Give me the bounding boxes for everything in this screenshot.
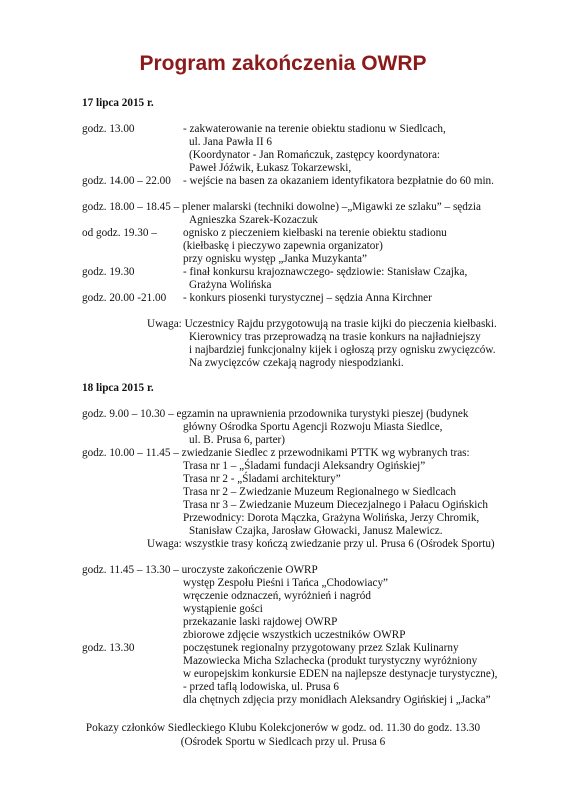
schedule-text: wystąpienie gości [183,603,263,615]
schedule-text: ul. Jana Pawła II 6 [189,136,272,148]
schedule-text: - przed taflą lodowiska, ul. Prusa 6 [183,681,339,693]
schedule-time: godz. 14.00 – 22.00 [82,175,171,187]
schedule-text: Agnieszka Szarek-Kozaczuk [189,214,318,226]
schedule-text: przekazanie laski rajdowej OWRP [183,616,338,628]
schedule-text: (Koordynator - Jan Romańczuk, zastępcy koordynatora: [189,149,441,161]
schedule-text: wręczenie odznaczeń, wyróżnień i nagród [183,590,371,602]
schedule-line: godz. 10.00 – 11.45 – zwiedzanie Siedlec z przewodnikami PTTK wg wybranych tras: [82,447,470,459]
schedule-text: - zakwaterowanie na terenie obiektu stadionu w Siedlcach, [183,123,446,135]
schedule-line: godz. 18.00 – 18.45 – plener malarski (techniki dowolne) –„Migawki ze szlaku” – sędzia [82,201,481,213]
schedule-text: przy ognisku występ „Janka Muzykanta” [183,253,367,265]
schedule-text: zbiorowe zdjęcie wszystkich uczestników OWRP [183,629,406,641]
schedule-text: ul. B. Prusa 6, parter) [189,434,286,446]
schedule-text: główny Ośrodka Sportu Agencji Rozwoju Miasta Siedlce, [183,421,443,433]
schedule-time: godz. 19.30 [82,266,135,278]
schedule-text: dla chętnych zdjęcia przy monidłach Aleksandry Ogińskiej i „Jacka” [183,694,491,706]
schedule-time: godz. 13.00 [82,123,135,135]
schedule-text: (kiełbaskę i pieczywo zapewnia organizator) [183,240,383,252]
schedule-text: w europejskim konkursie EDEN na najlepsze destynacje turystyczne), [183,668,498,680]
schedule-text: Mazowiecka Micha Szlachecka (produkt turystyczny wyróżniony [183,655,478,667]
schedule-time: od godz. 19.30 – [82,227,157,239]
guides-text: Stanisław Czajka, Jarosław Głowacki, Janusz Malewicz. [189,525,443,537]
footer-note: (Ośrodek Sportu w Siedlcach przy ul. Prusa 6 [180,736,386,748]
route-item: Trasa nr 1 – „Śladami fundacji Aleksandry Ogińskiej” [183,460,426,472]
page-title: Program zakończenia OWRP [139,52,427,75]
note-text: Uwaga: Uczestnicy Rajdu przygotowują na trasie kijki do pieczenia kiełbaski. [147,318,497,330]
date-heading-day2: 18 lipca 2015 r. [82,382,154,394]
schedule-text: występ Zespołu Pieśni i Tańca „Chodowiacy” [183,577,389,589]
schedule-text: - finał konkursu krajoznawczego- sędziowie: Stanisław Czajka, [183,266,468,278]
note-text: Na zwycięzców czekają nagrody niespodzianki. [189,357,404,369]
footer-note: Pokazy członków Siedleckiego Klubu Kolekcjonerów w godz. od. 11.30 do godz. 13.30 [85,722,481,734]
route-item: Trasa nr 2 – Zwiedzanie Muzeum Regionalnego w Siedlcach [183,486,456,498]
schedule-text: ognisko z pieczeniem kiełbaski na terenie obiektu stadionu [183,227,447,239]
schedule-line: godz. 11.45 – 13.30 – uroczyste zakończenie OWRP [82,564,318,576]
date-heading-day1: 17 lipca 2015 r. [82,97,154,109]
schedule-text: Paweł Jóźwik, Łukasz Tokarzewski, [189,162,352,174]
guides-text: Przewodnicy: Dorota Mączka, Grażyna Wolińska, Jerzy Chromik, [183,512,480,524]
schedule-text: Grażyna Wolińska [189,279,272,291]
schedule-text: poczęstunek regionalny przygotowany przez Szlak Kulinarny [183,642,459,654]
schedule-line: godz. 9.00 – 10.30 – egzamin na uprawnienia przodownika turystyki pieszej (budynek [82,408,469,420]
schedule-text: - wejście na basen za okazaniem identyfikatora bezpłatnie do 60 min. [183,175,494,187]
route-item: Trasa nr 2 - „Śladami architektury” [183,473,341,485]
note-text: Uwaga: wszystkie trasy kończą zwiedzanie przy ul. Prusa 6 (Ośrodek Sportu) [147,538,495,550]
schedule-time: godz. 20.00 -21.00 [82,292,167,304]
route-item: Trasa nr 3 – Zwiedzanie Muzeum Diecezjalnego i Pałacu Ogińskich [183,499,488,511]
schedule-time: godz. 13.30 [82,642,135,654]
note-text: i najbardziej funkcjonalny kijek i ogłoszą przy ognisku zwycięzców. [189,344,496,356]
note-text: Kierownicy tras przeprowadzą na trasie konkurs na najładniejszy [189,331,481,343]
schedule-text: - konkurs piosenki turystycznej – sędzia Anna Kirchner [183,292,432,304]
